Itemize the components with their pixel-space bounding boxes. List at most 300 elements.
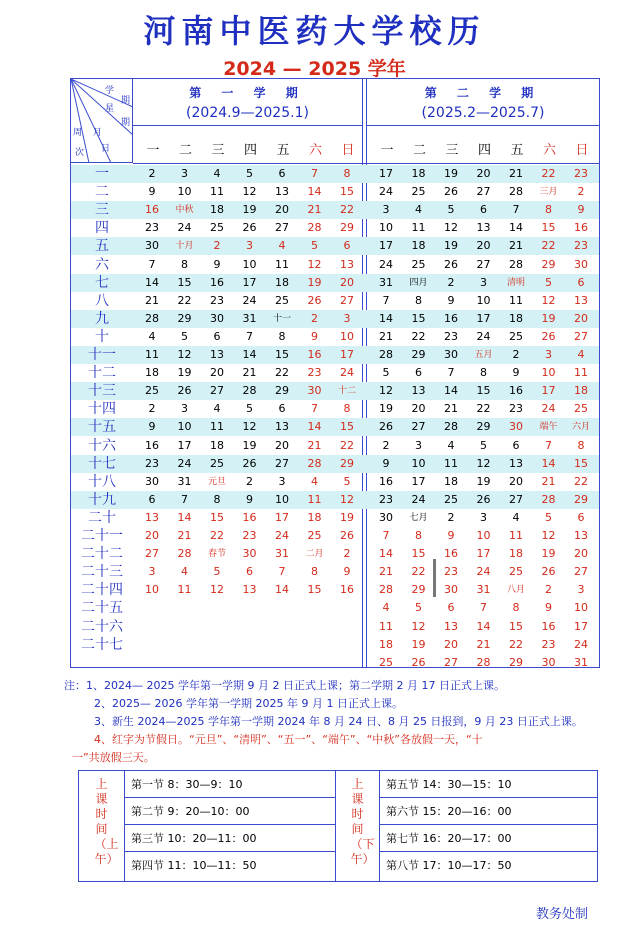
- calendar-day: 30: [145, 474, 159, 488]
- calendar-day: 11: [177, 583, 192, 597]
- calendar-day: 13: [574, 529, 588, 542]
- calendar-day: 27: [340, 293, 354, 307]
- calendar-day: 21: [379, 565, 393, 579]
- calendar-day: 4: [278, 239, 286, 253]
- calendar-day: 23: [574, 167, 588, 180]
- calendar-day: 21: [509, 239, 523, 253]
- calendar-day: 6: [278, 167, 286, 180]
- calendar-day: 29: [574, 492, 588, 506]
- calendar-day: 29: [340, 221, 354, 235]
- calendar-day: 11: [444, 456, 458, 470]
- calendar-day: 17: [411, 474, 426, 488]
- week-number: 四: [95, 220, 109, 237]
- calendar-day: 4: [577, 348, 585, 361]
- am-label: [79, 771, 125, 881]
- semester2-header: [367, 79, 599, 126]
- week-number: 十七: [88, 455, 116, 472]
- calendar-day: 16: [444, 547, 458, 561]
- corner-header: [71, 79, 133, 163]
- calendar-day: 七月: [409, 512, 428, 523]
- calendar-day: 20: [476, 239, 491, 253]
- calendar-day: 8: [181, 257, 188, 271]
- calendar-day: 2: [246, 474, 253, 488]
- calendar-day: 27: [574, 329, 588, 343]
- calendar-day: 24: [476, 565, 491, 579]
- calendar-day: 28: [379, 583, 393, 597]
- calendar-day: 9: [512, 366, 520, 380]
- calendar-day: 27: [275, 221, 289, 235]
- calendar-day: 13: [340, 257, 354, 271]
- corner-label-yue: 月: [93, 128, 103, 138]
- calendar-day: 6: [577, 275, 585, 289]
- am-label-text: 上课时间（上午）: [94, 777, 119, 866]
- calendar-day: 14: [444, 384, 458, 398]
- calendar-day: 10: [275, 492, 289, 506]
- calendar-day: 4: [311, 474, 318, 488]
- calendar-day: 28: [509, 185, 523, 199]
- calendar-day: 14: [379, 311, 393, 325]
- calendar-day: 五月: [474, 350, 493, 360]
- semester2-range: (2025.2—2025.7): [421, 105, 545, 121]
- note-2: 2、2025— 2026 学年第一学期 2025 年 9 月 1 日正式上课。: [94, 697, 403, 710]
- calendar-row: [71, 599, 599, 617]
- calendar-day: 15: [574, 456, 588, 470]
- calendar-day: 10: [541, 366, 556, 380]
- calendar-day: 6: [213, 329, 221, 343]
- calendar-day: 3: [545, 348, 552, 361]
- calendar-day: 2: [343, 547, 351, 561]
- calendar-day: 16: [145, 438, 159, 452]
- calendar-day: 12: [444, 221, 458, 235]
- calendar-day: 3: [343, 311, 351, 325]
- calendar-day: 22: [574, 474, 588, 488]
- calendar-day: 19: [541, 547, 556, 561]
- calendar-day: 9: [246, 492, 253, 506]
- week-number: 二十三: [81, 564, 123, 581]
- weekday-header: 日: [341, 143, 355, 158]
- calendar-day: 2: [213, 239, 221, 253]
- calendar-row: [71, 274, 599, 292]
- calendar-day: 7: [311, 167, 318, 180]
- week-number: 十八: [88, 473, 116, 490]
- calendar-day: 22: [275, 366, 289, 380]
- calendar-row: [71, 256, 599, 274]
- calendar-day: 12: [541, 293, 556, 307]
- calendar-day: 31: [242, 311, 257, 325]
- calendar-day: 10: [574, 601, 588, 615]
- calendar-day: 24: [574, 637, 588, 651]
- calendar-day: 2: [545, 583, 552, 597]
- calendar-day: 30: [444, 348, 458, 361]
- week-number: 十二: [88, 365, 116, 382]
- calendar-day: 14: [275, 583, 289, 597]
- calendar-day: 5: [181, 329, 188, 343]
- corner-label-zhou: 周: [73, 128, 83, 138]
- calendar-day: 23: [307, 366, 322, 380]
- calendar-day: 24: [476, 329, 491, 343]
- week-number: 一: [95, 166, 109, 182]
- calendar-day: 19: [242, 203, 257, 217]
- calendar-day: 21: [177, 529, 192, 542]
- calendar-day: 10: [379, 221, 393, 235]
- period-6: 第六节 15：20—16：00: [380, 798, 597, 825]
- calendar-day: 8: [577, 438, 585, 452]
- corner-label-qi: 期: [121, 96, 131, 106]
- calendar-row: [71, 491, 599, 509]
- calendar-day: 19: [379, 402, 393, 416]
- calendar-day: 15: [275, 348, 289, 361]
- calendar-day: 12: [541, 529, 556, 542]
- calendar-day: 20: [275, 438, 289, 452]
- calendar-day: 28: [307, 456, 322, 470]
- calendar-day: 26: [340, 529, 354, 542]
- calendar-day: 8: [343, 167, 351, 180]
- weekday-header: 三: [445, 143, 459, 158]
- calendar-day: 16: [210, 275, 224, 289]
- calendar-day: 12: [242, 185, 257, 199]
- calendar-day: 28: [145, 311, 159, 325]
- calendar-day: 11: [145, 348, 159, 361]
- calendar-day: 29: [340, 456, 354, 470]
- calendar-day: 8: [311, 565, 318, 579]
- calendar-day: 28: [379, 348, 393, 361]
- calendar-day: 30: [541, 655, 556, 669]
- calendar-day: 18: [275, 275, 289, 289]
- calendar-row: [71, 437, 599, 455]
- calendar-day: 9: [447, 529, 455, 542]
- calendar-day: 20: [476, 167, 491, 180]
- semester1-range: (2024.9—2025.1): [186, 105, 309, 121]
- calendar-day: 17: [275, 510, 289, 524]
- calendar-day: 13: [145, 510, 159, 524]
- calendar-day: 24: [379, 257, 393, 271]
- calendar-day: 22: [541, 167, 556, 180]
- calendar-day: 21: [379, 329, 393, 343]
- calendar-day: 23: [444, 565, 458, 579]
- calendar-row: [71, 201, 599, 219]
- calendar-day: 19: [411, 637, 426, 651]
- calendar-day: 7: [181, 492, 188, 506]
- calendar-day: 10: [340, 329, 354, 343]
- calendar-day: 29: [411, 583, 426, 597]
- calendar-day: 中秋: [175, 205, 194, 216]
- calendar-day: 15: [541, 221, 556, 235]
- calendar-day: 30: [307, 384, 322, 398]
- calendar-day: 19: [242, 438, 257, 452]
- calendar-day: 29: [476, 420, 491, 434]
- calendar-day: 13: [574, 293, 588, 307]
- week-number: 八: [95, 292, 109, 309]
- calendar-day: 8: [278, 329, 286, 343]
- calendar-day: 21: [307, 203, 322, 217]
- calendar-day: 5: [545, 510, 552, 524]
- note-1: 注：1、2024— 2025 学年第一学期 9 月 2 日正式上课；第二学期 2 月 17 日正式上课。: [64, 679, 505, 692]
- calendar-day: 30: [210, 311, 224, 325]
- week-number: 二十七: [81, 636, 123, 653]
- calendar-day: 23: [541, 637, 556, 651]
- calendar-day: 27: [476, 185, 491, 199]
- calendar-day: 13: [210, 348, 224, 361]
- calendar-row: [71, 346, 599, 364]
- calendar-day: 25: [444, 492, 458, 506]
- calendar-day: 30: [145, 239, 159, 253]
- calendar-day: 10: [476, 529, 491, 542]
- calendar-day: 2: [512, 348, 520, 361]
- calendar-day: 4: [447, 438, 455, 452]
- calendar-day: 2: [311, 311, 318, 325]
- calendar-day: 12: [177, 348, 192, 361]
- calendar-day: 21: [509, 167, 523, 180]
- calendar-day: 27: [444, 655, 458, 669]
- calendar-day: 7: [148, 257, 156, 271]
- corner-label-qi2: 期: [121, 118, 131, 128]
- period-8: 第八节 17：10—17：50: [386, 859, 512, 872]
- calendar-day: 29: [541, 257, 556, 271]
- weekday-header: 一: [146, 143, 160, 158]
- calendar-day: 13: [275, 420, 289, 434]
- calendar-day: 16: [340, 583, 354, 597]
- calendar-day: 22: [541, 239, 556, 253]
- calendar-day: 15: [340, 185, 354, 199]
- calendar-day: 24: [242, 293, 257, 307]
- calendar-day: 26: [541, 565, 556, 579]
- calendar-day: 23: [210, 293, 224, 307]
- calendar-day: 14: [307, 185, 322, 199]
- calendar-day: 21: [145, 293, 159, 307]
- note-4b: 一”共放假三天。: [72, 751, 155, 764]
- week-number: 七: [95, 274, 109, 291]
- calendar-day: 13: [509, 456, 523, 470]
- calendar-day: 25: [210, 221, 224, 235]
- calendar-day: 12: [476, 456, 491, 470]
- corner-label-ci: 次: [75, 148, 85, 158]
- calendar-day: 25: [574, 402, 588, 416]
- calendar-day: 2: [577, 185, 585, 199]
- calendar-day: 19: [541, 311, 556, 325]
- calendar-day: 16: [509, 384, 523, 398]
- week-number: 二: [95, 184, 109, 201]
- calendar-day: 8: [512, 601, 520, 615]
- calendar-row: [71, 509, 599, 527]
- corner-label-ri: 日: [101, 144, 111, 154]
- calendar-day: 25: [307, 529, 322, 542]
- week-number: 十一: [88, 347, 116, 363]
- week-number: 十三: [88, 383, 116, 400]
- calendar-day: 17: [574, 619, 588, 633]
- calendar-day: 4: [415, 203, 422, 217]
- calendar-day: 8: [480, 366, 487, 380]
- week-number: 十: [95, 328, 109, 345]
- calendar-day: 15: [509, 619, 523, 633]
- calendar-row: [71, 183, 599, 201]
- calendar-day: 27: [411, 420, 426, 434]
- calendar-day: 27: [275, 456, 289, 470]
- calendar-table: [70, 78, 600, 668]
- calendar-day: 14: [145, 275, 159, 289]
- calendar-day: 23: [145, 221, 159, 235]
- calendar-day: 24: [541, 402, 556, 416]
- calendar-day: 八月: [506, 585, 525, 596]
- calendar-row: [71, 636, 599, 654]
- calendar-day: 17: [379, 239, 393, 253]
- calendar-day: 20: [340, 275, 354, 289]
- calendar-day: 30: [379, 510, 393, 524]
- week-number: 十五: [88, 419, 116, 436]
- calendar-day: 21: [307, 438, 322, 452]
- calendar-day: 3: [577, 583, 585, 597]
- calendar-day: 6: [577, 510, 585, 524]
- calendar-day: 6: [447, 601, 455, 615]
- calendar-day: 24: [340, 366, 354, 380]
- calendar-day: 26: [444, 257, 458, 271]
- calendar-day: 13: [411, 384, 426, 398]
- calendar-day: 22: [340, 438, 354, 452]
- corner-label-xing: 星: [105, 104, 115, 114]
- week-number: 九: [95, 310, 109, 327]
- calendar-day: 17: [242, 275, 257, 289]
- calendar-day: 26: [379, 420, 393, 434]
- calendar-day: 8: [213, 492, 221, 506]
- calendar-day: 二月: [305, 549, 324, 560]
- calendar-day: 端午: [539, 422, 558, 433]
- calendar-day: 17: [476, 547, 491, 561]
- weekday-header: 日: [575, 143, 589, 158]
- week-number: 十四: [88, 401, 116, 418]
- calendar-day: 10: [242, 257, 257, 271]
- calendar-day: 7: [311, 402, 318, 416]
- calendar-day: 19: [444, 239, 458, 253]
- calendar-day: 10: [177, 420, 192, 434]
- calendar-day: 5: [311, 239, 318, 253]
- weekday-header: 二: [412, 143, 426, 158]
- issuer: 教务处制: [536, 907, 589, 922]
- calendar-day: 11: [275, 257, 289, 271]
- calendar-day: 5: [343, 474, 351, 488]
- calendar-day: 29: [177, 311, 192, 325]
- calendar-day: 16: [574, 221, 588, 235]
- calendar-day: 11: [210, 420, 224, 434]
- calendar-day: 8: [415, 529, 422, 542]
- calendar-day: 6: [512, 438, 520, 452]
- calendar-day: 15: [411, 311, 426, 325]
- calendar-day: 15: [177, 275, 192, 289]
- calendar-day: 20: [145, 529, 159, 542]
- calendar-day: 16: [379, 474, 393, 488]
- week-number: 二十五: [81, 600, 123, 617]
- calendar-day: 24: [411, 492, 426, 506]
- calendar-day: 3: [148, 565, 156, 579]
- calendar-day: 26: [476, 492, 491, 506]
- calendar-day: 28: [177, 547, 192, 561]
- calendar-day: 10: [476, 293, 491, 307]
- calendar-day: 19: [444, 167, 458, 180]
- calendar-day: 22: [177, 293, 192, 307]
- calendar-day: 24: [177, 221, 192, 235]
- calendar-day: 11: [574, 366, 588, 380]
- week-number: 十九: [88, 491, 116, 508]
- calendar-day: 23: [509, 402, 523, 416]
- calendar-day: 3: [382, 203, 390, 217]
- calendar-day: 21: [242, 366, 257, 380]
- calendar-day: 18: [210, 203, 224, 217]
- calendar-day: 14: [476, 619, 491, 633]
- calendar-row: [71, 563, 599, 581]
- academic-year: 2024 — 2025 学年: [223, 58, 406, 80]
- calendar-day: 21: [541, 474, 556, 488]
- calendar-day: 20: [411, 402, 426, 416]
- calendar-day: 28: [509, 257, 523, 271]
- calendar-day: 23: [379, 492, 393, 506]
- calendar-day: 8: [415, 293, 422, 307]
- calendar-day: 18: [444, 474, 458, 488]
- weekday-header: 四: [477, 143, 491, 158]
- calendar-day: 20: [444, 637, 458, 651]
- calendar-day: 18: [210, 438, 224, 452]
- calendar-day: 8: [545, 203, 552, 217]
- calendar-day: 6: [148, 492, 156, 506]
- calendar-day: 20: [574, 311, 588, 325]
- calendar-day: 11: [509, 529, 523, 542]
- calendar-day: 7: [447, 366, 455, 380]
- calendar-day: 11: [379, 619, 393, 633]
- calendar-day: 六月: [571, 422, 590, 433]
- calendar-day: 29: [411, 348, 426, 361]
- calendar-day: 30: [574, 257, 588, 271]
- calendar-day: 2: [382, 438, 390, 452]
- calendar-row: [71, 473, 599, 491]
- calendar-day: 26: [177, 384, 192, 398]
- calendar-day: 9: [213, 257, 221, 271]
- calendar-day: 3: [246, 239, 253, 253]
- calendar-day: 22: [210, 529, 224, 542]
- calendar-day: 4: [512, 510, 520, 524]
- weekday-header: 四: [243, 143, 257, 158]
- pm-label: [336, 771, 380, 881]
- calendar-row: [71, 527, 599, 545]
- calendar-day: 13: [476, 221, 491, 235]
- calendar-day: 18: [574, 384, 588, 398]
- calendar-day: 十月: [175, 241, 194, 252]
- calendar-day: 16: [307, 348, 322, 361]
- calendar-day: 4: [213, 402, 221, 416]
- calendar-day: 16: [444, 311, 458, 325]
- calendar-day: 22: [509, 637, 523, 651]
- calendar-day: 15: [340, 420, 354, 434]
- calendar-day: 16: [145, 203, 159, 217]
- period-3: 第三节 10：20—11：00: [125, 825, 335, 852]
- calendar-row: [71, 400, 599, 418]
- week-number: 六: [95, 256, 109, 273]
- calendar-day: 18: [145, 366, 159, 380]
- calendar-row: [71, 237, 599, 255]
- calendar-day: 12: [210, 583, 224, 597]
- calendar-day: 25: [509, 565, 523, 579]
- calendar-day: 24: [177, 456, 192, 470]
- semester1-name: 第 一 学 期: [189, 86, 306, 100]
- calendar-day: 31: [177, 474, 192, 488]
- calendar-day: 25: [275, 293, 289, 307]
- calendar-day: 25: [411, 185, 426, 199]
- calendar-day: 7: [246, 329, 253, 343]
- calendar-day: 18: [509, 311, 523, 325]
- calendar-day: 3: [415, 438, 422, 452]
- calendar-day: 24: [275, 529, 289, 542]
- calendar-day: 2: [447, 275, 455, 289]
- calendar-row: [71, 418, 599, 436]
- calendar-day: 28: [541, 492, 556, 506]
- calendar-day: 26: [242, 456, 257, 470]
- calendar-day: 清明: [506, 277, 525, 288]
